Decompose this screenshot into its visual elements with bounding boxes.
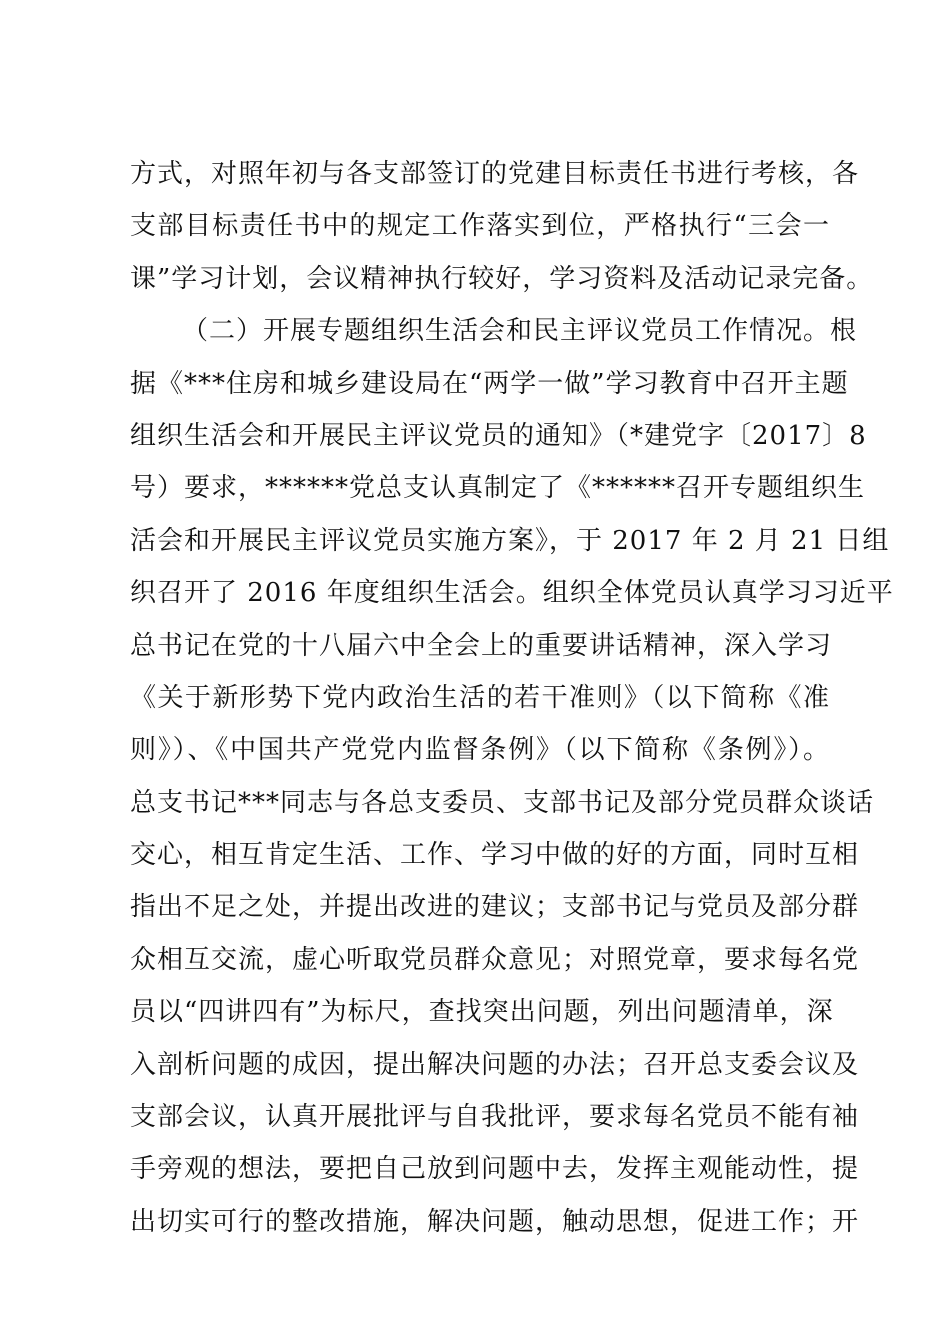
text-line: 总支书记***同志与各总支委员、支部书记及部分党员群众谈话 [130, 787, 875, 818]
text-line: 号）要求，******党总支认真制定了《******召开专题组织生 [130, 473, 866, 504]
text-line: 手旁观的想法，要把自己放到问题中去，发挥主观能动性，提 [130, 1154, 860, 1185]
section-heading-line: （二）开展专题组织生活会和民主评议党员工作情况。根 [182, 316, 858, 347]
text-line: 总书记在党的十八届六中全会上的重要讲话精神，深入学习 [130, 630, 833, 661]
text-line: 组织生活会和开展民主评议党员的通知》（*建党字〔2017〕8 [130, 420, 867, 451]
text-line: 交心，相互肯定生活、工作、学习中做的好的方面，同时互相 [130, 840, 860, 871]
text-line: 众相互交流，虚心听取党员群众意见；对照党章，要求每名党 [130, 944, 860, 975]
text-line: 课”学习计划，会议精神执行较好，学习资料及活动记录完备。 [130, 263, 874, 294]
text-line: 则》）、《中国共产党党内监督条例》（以下简称《条例》）。 [130, 735, 830, 766]
body-text [130, 148, 894, 1248]
text-line: 织召开了 2016 年度组织生活会。组织全体党员认真学习习近平 [130, 578, 894, 609]
text-line: 员以“四讲四有”为标尺，查找突出问题，列出问题清单，深 [130, 997, 834, 1028]
text-line: 入剖析问题的成因，提出解决问题的办法；召开总支委会议及 [130, 1049, 860, 1080]
text-line: 活会和开展民主评议党员实施方案》，于 2017 年 2 月 21 日组 [130, 525, 890, 556]
text-line: 支部目标责任书中的规定工作落实到位，严格执行“三会一 [130, 211, 830, 242]
text-line: 《关于新形势下党内政治生活的若干准则》（以下简称《准 [130, 682, 830, 713]
text-line: 指出不足之处，并提出改进的建议；支部书记与党员及部分群 [130, 892, 860, 923]
text-line: 方式，对照年初与各支部签订的党建目标责任书进行考核，各 [130, 159, 860, 189]
text-line: 支部会议，认真开展批评与自我批评，要求每名党员不能有袖 [130, 1102, 860, 1133]
text-line: 出切实可行的整改措施，解决问题，触动思想，促进工作；开 [130, 1206, 860, 1237]
text-line: 据《***住房和城乡建设局在“两学一做”学习教育中召开主题 [130, 368, 849, 399]
